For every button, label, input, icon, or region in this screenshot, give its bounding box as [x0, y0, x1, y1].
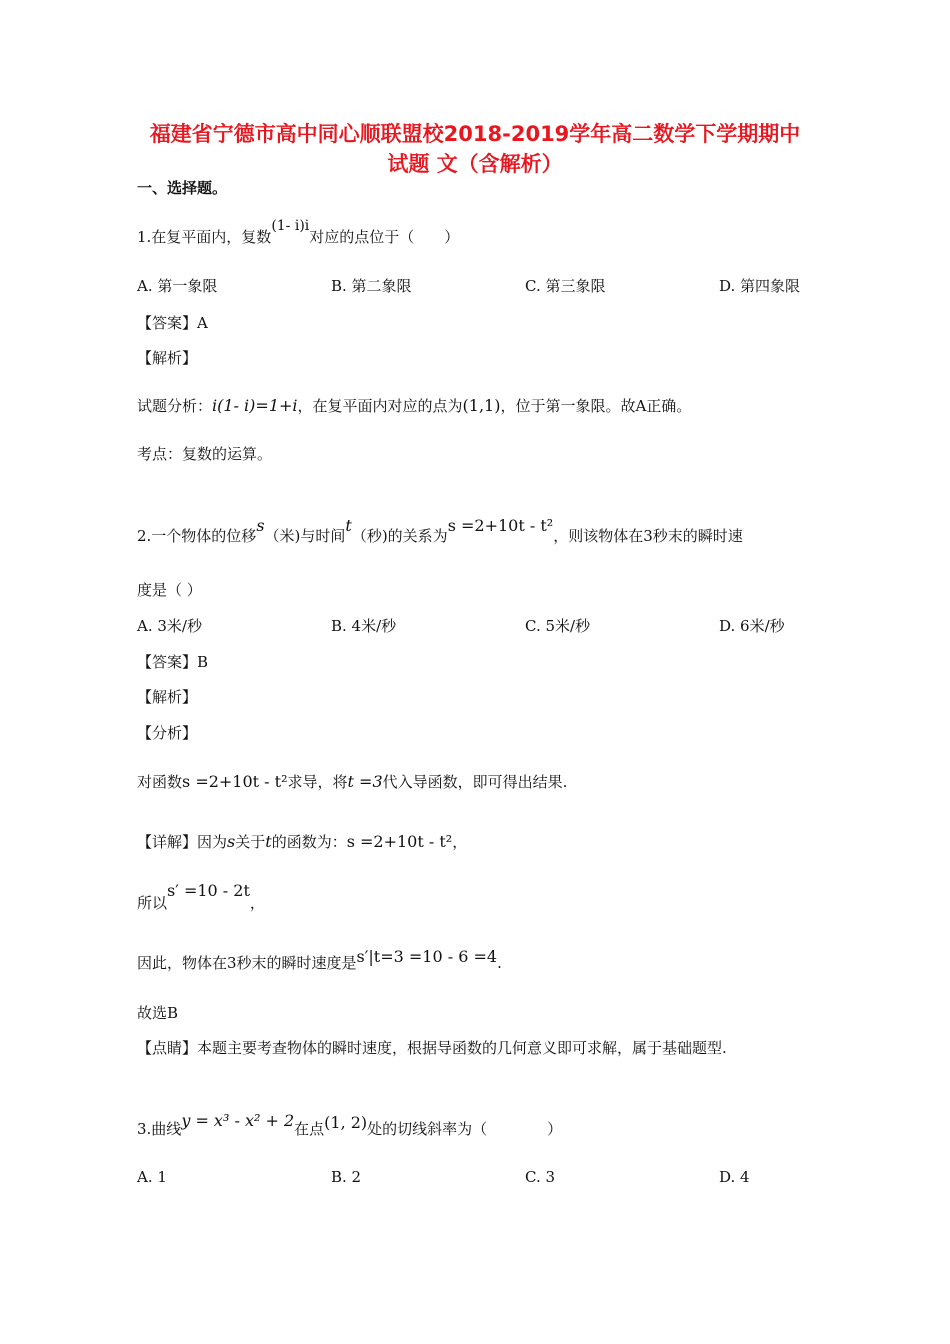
q1-stem-math: (1- i)i: [271, 218, 310, 234]
q2-suoyi: [137, 881, 265, 913]
q2-answer: 【答案】B: [137, 653, 209, 671]
q2-xiangjie-post: ，: [452, 833, 468, 851]
q3-stem-pre: 3.曲线: [137, 1120, 182, 1138]
q2-var-s: s: [256, 516, 265, 535]
q2-dianjing: 【点睛】本题主要考查物体的瞬时速度，根据导函数的几何意义即可求解，属于基础题型.: [137, 1039, 727, 1057]
q2-xiangjie: [137, 831, 467, 852]
q2-stem-pre: 2.一个物体的位移: [137, 527, 257, 545]
q1-detail-pre: 试题分析：: [137, 397, 213, 415]
q1-detail-math1: i(1- i)=1+i: [212, 396, 298, 415]
q3-point: (1, 2): [324, 1113, 368, 1132]
q1-detail-math2: (1,1): [462, 396, 501, 415]
q3-stem-post: 处的切线斜率为（ ）: [367, 1120, 563, 1138]
q2-xiangjie-mid2: 的函数为：: [271, 833, 347, 851]
q2-analysis-label: 【解析】: [137, 688, 198, 706]
q2-option-d: D. 6米/秒: [719, 617, 785, 635]
q3-stem: [137, 1111, 563, 1139]
section-heading: 一、选择题。: [137, 179, 228, 197]
document-title-line2: 试题 文（含解析）: [387, 152, 563, 176]
q2-yinci: [137, 947, 502, 973]
q3-option-a: A. 1: [137, 1168, 167, 1186]
q1-stem-pre: 1.在复平面内，复数: [137, 228, 272, 246]
q2-fenxi-t3: t =3: [347, 772, 383, 791]
q1-detail-post: ，位于第一象限。故A正确。: [500, 397, 692, 415]
q1-kaodian: 考点：复数的运算。: [137, 445, 273, 463]
q2-xiangjie-mid: 关于: [235, 833, 266, 851]
q2-option-a: A. 3米/秒: [137, 617, 202, 635]
q2-option-b: B. 4米/秒: [331, 617, 397, 635]
q2-fenxi-label: 【分析】: [137, 724, 198, 742]
q3-option-c: C. 3: [525, 1168, 556, 1186]
q2-unit-mi: （米)与时间: [264, 527, 346, 545]
q2-stem-line2: 度是（ ）: [137, 581, 202, 599]
q1-option-b: B. 第二象限: [331, 277, 412, 295]
document-title-line1: 福建省宁德市高中同心顺联盟校2018-2019学年高二数学下学期期中: [149, 122, 801, 146]
q1-answer: 【答案】A: [137, 314, 208, 332]
q1-detail-mid: ，在复平面内对应的点为: [297, 397, 463, 415]
q2-stem: [137, 516, 743, 546]
q2-formula: s =2+10t - t²: [447, 516, 554, 535]
q3-formula: y = x³ - x² + 2: [181, 1111, 295, 1130]
q2-fenxi-mid: 求导，将: [287, 773, 348, 791]
q2-xiangjie-s: s: [227, 832, 236, 851]
q1-option-d: D. 第四象限: [719, 277, 801, 295]
q3-option-b: B. 2: [331, 1168, 362, 1186]
q2-xiangjie-formula: s =2+10t - t²: [346, 832, 453, 851]
q2-fenxi-pre: 对函数: [137, 773, 183, 791]
q2-yinci-pre: 因此，物体在3秒末的瞬时速度是: [137, 954, 357, 972]
q2-derivative: s′ =10 - 2t: [167, 881, 250, 900]
q2-fenxi-post: 代入导函数，即可得出结果.: [382, 773, 568, 791]
q2-unit-miao: （秒)的关系为: [351, 527, 448, 545]
q2-yinci-post: .: [497, 954, 502, 972]
q3-stem-mid: 在点: [294, 1120, 325, 1138]
q2-fenxi-formula: s =2+10t - t²: [182, 772, 288, 791]
q2-guxuan: 故选B: [137, 1004, 179, 1022]
q1-stem: [137, 218, 460, 247]
q2-stem-post: ，则该物体在3秒末的瞬时速: [553, 527, 743, 545]
q2-option-c: C. 5米/秒: [525, 617, 591, 635]
q3-option-d: D. 4: [719, 1168, 750, 1186]
q2-var-t: t: [345, 516, 352, 535]
q2-yinci-formula: s′|t=3 =10 - 6 =4: [356, 947, 498, 966]
q1-option-a: A. 第一象限: [137, 277, 218, 295]
q2-xiangjie-t: t: [265, 832, 272, 851]
q1-stem-post: 对应的点位于（ ）: [309, 228, 460, 246]
q1-analysis-label: 【解析】: [137, 349, 198, 367]
q1-detail: [137, 395, 691, 416]
q2-suoyi-post: ，: [249, 894, 265, 912]
q2-suoyi-label: 所以: [137, 894, 168, 912]
q2-fenxi: [137, 771, 567, 792]
q1-option-c: C. 第三象限: [525, 277, 606, 295]
q2-xiangjie-pre: 【详解】因为: [137, 833, 228, 851]
